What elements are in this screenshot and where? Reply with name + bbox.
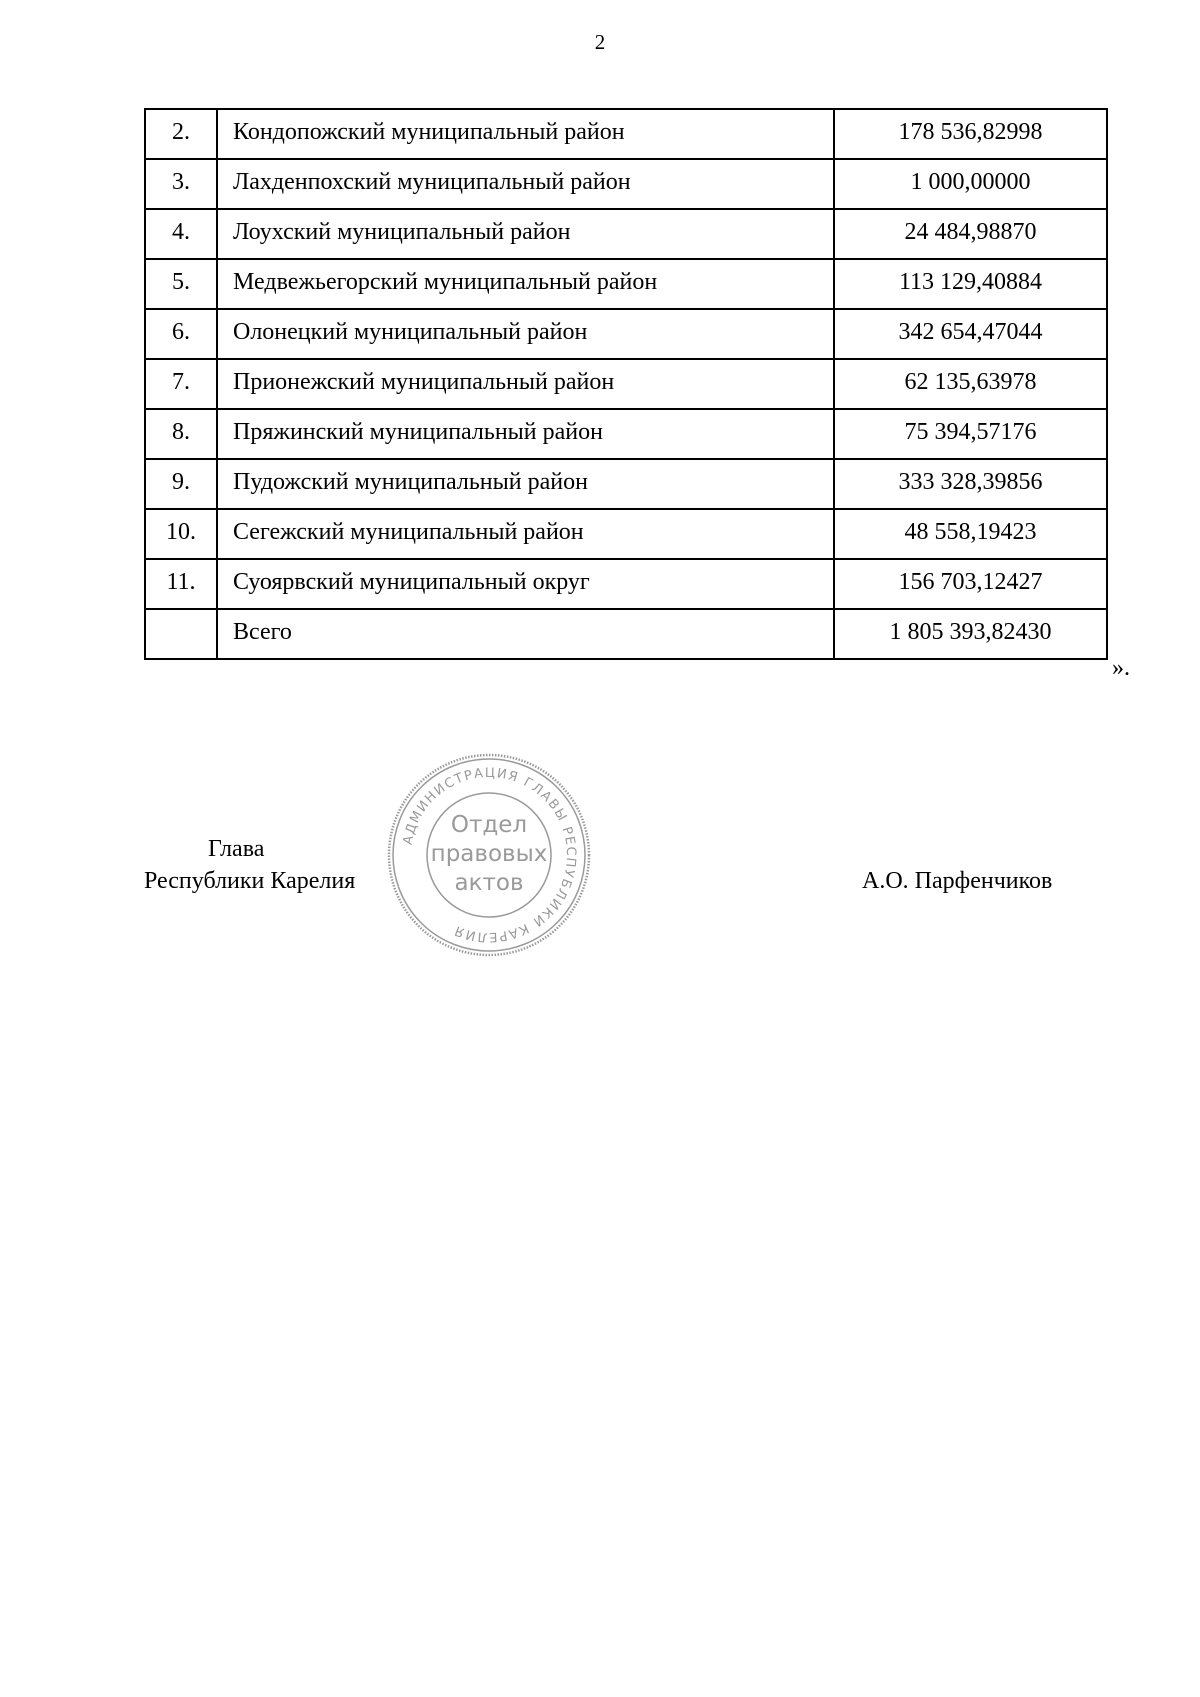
municipality-name: Пряжинский муниципальный район [217,409,834,459]
row-number: 5. [145,259,217,309]
municipality-name: Суоярвский муниципальный округ [217,559,834,609]
amount: 75 394,57176 [834,409,1107,459]
row-number: 10. [145,509,217,559]
municipality-name: Медвежьегорский муниципальный район [217,259,834,309]
amount: 62 135,63978 [834,359,1107,409]
municipality-name: Прионежский муниципальный район [217,359,834,409]
table-row [145,259,1107,309]
distribution-table [144,108,1108,660]
municipality-name: Кондопожский муниципальный район [217,109,834,159]
total-label: Всего [217,609,834,659]
municipality-name: Пудожский муниципальный район [217,459,834,509]
row-number: 4. [145,209,217,259]
row-number: 2. [145,109,217,159]
stamp-center-line3: актов [454,870,524,896]
amount: 178 536,82998 [834,109,1107,159]
total-amount: 1 805 393,82430 [834,609,1107,659]
municipality-name: Сегежский муниципальный район [217,509,834,559]
amount: 48 558,19423 [834,509,1107,559]
row-number: 9. [145,459,217,509]
table-row [145,559,1107,609]
closing-quote-mark: ». [1112,655,1130,681]
table-row [145,409,1107,459]
stamp-center-line2: правовых [430,841,548,867]
municipality-name: Лоухский муниципальный район [217,209,834,259]
official-stamp-seal [384,750,594,960]
amount: 333 328,39856 [834,459,1107,509]
row-number: 11. [145,559,217,609]
table-row [145,309,1107,359]
municipality-name: Олонецкий муниципальный район [217,309,834,359]
total-row [145,609,1107,659]
amount: 113 129,40884 [834,259,1107,309]
table-row [145,109,1107,159]
row-number: 3. [145,159,217,209]
table-row [145,359,1107,409]
table-row [145,159,1107,209]
signatory-name: А.О. Парфенчиков [862,868,1053,894]
amount: 24 484,98870 [834,209,1107,259]
page-number: 2 [594,30,606,54]
signatory-title-line1: Глава [208,836,265,862]
stamp-ring-text: АДМИНИСТРАЦИЯ ГЛАВЫ РЕСПУБЛИКИ КАРЕЛИЯ [400,765,579,945]
table-row [145,209,1107,259]
total-number [145,609,217,659]
municipality-name: Лахденпохский муниципальный район [217,159,834,209]
table-row [145,509,1107,559]
amount: 156 703,12427 [834,559,1107,609]
table-row [145,459,1107,509]
stamp-center-line1: Отдел [450,812,528,838]
amount: 342 654,47044 [834,309,1107,359]
row-number: 7. [145,359,217,409]
amount: 1 000,00000 [834,159,1107,209]
row-number: 8. [145,409,217,459]
row-number: 6. [145,309,217,359]
signatory-title-line2: Республики Карелия [144,868,356,894]
